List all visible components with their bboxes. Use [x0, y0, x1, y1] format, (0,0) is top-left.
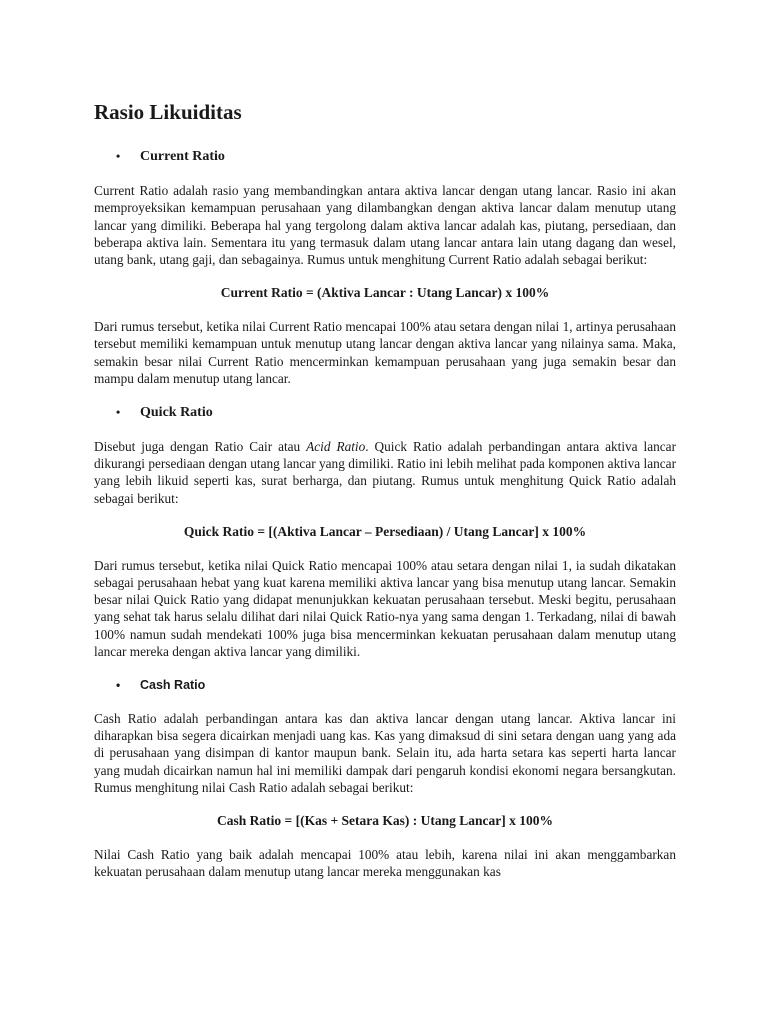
text-run: Disebut juga dengan Ratio Cair atau [94, 439, 307, 455]
text-run: . Quick Ratio adalah perbandingan antara aktiva lancar dikurangi persediaan dengan utang lancar yang dimiliki. Ratio ini lebih melihat pada komponen aktiva lancar yang lebih likuid seperti kas, surat berharga, dan piutang. Rumus untuk menghitung Quick Ratio adalah sebagai berikut: [94, 439, 677, 506]
paragraph-cash-ratio-explanation: Nilai Cash Ratio yang baik adalah mencapai 100% atau lebih, karena nilai ini akan menggambarkan kekuatan perusahaan dalam menutup utang lancar mereka menggunakan kas [94, 847, 676, 880]
section-heading-label: Current Ratio [140, 149, 225, 165]
paragraph-quick-ratio-intro [94, 438, 676, 507]
page-title: Rasio Likuiditas [94, 100, 242, 124]
paragraph-current-ratio-explanation: Dari rumus tersebut, ketika nilai Current Ratio mencapai 100% atau setara dengan nilai 1, artinya perusahaan tersebut memiliki kemampuan untuk menutup utang lancar dengan aktiva lancar yang nilainya sama. Maka, semakin besar nilai Current Ratio mencerminkan kemampuan perusahaan yang juga semakin besar dan mampu dalam menutup utang lancar. [94, 319, 676, 386]
bullet-icon: • [116, 405, 121, 420]
bullet-icon: • [116, 678, 121, 693]
paragraph-current-ratio-intro: Current Ratio adalah rasio yang membandingkan antara aktiva lancar dengan utang lancar. Rasio ini akan memproyeksikan kemampuan perusahaan yang dilambangkan dengan aktiva lancar dalam menutup utang lancar yang dimiliki. Beberapa hal yang tergolong dalam aktiva lancar adalah kas, piutang, persediaan, dan beberapa aktiva lain. Sementara itu yang termasuk dalam utang lancar antara lain utang dagang dan wesel, utang bank, utang gaji, dan sebagainya. Rumus untuk menghitung Current Ratio adalah sebagai berikut: [94, 183, 676, 267]
section-heading-label: Cash Ratio [140, 678, 206, 693]
paragraph-cash-ratio-intro: Cash Ratio adalah perbandingan antara kas dan aktiva lancar dengan utang lancar. Aktiva lancar ini diharapkan bisa segera dicairkan menjadi uang kas. Kas yang dimaksud di sini setara dengan uang yang ada di perusahaan yang disimpan di kantor maupun bank. Selain itu, ada harta setara kas seperti harta lancar yang mudah dicairkan namun hal ini memiliki dampak dari pengaruh kondisi ekonomi negara bersangkutan. Rumus menghitung nilai Cash Ratio adalah sebagai berikut: [94, 711, 676, 795]
formula-quick-ratio: Quick Ratio = [(Aktiva Lancar – Persediaan) / Utang Lancar] x 100% [183, 523, 587, 539]
section-heading-quick-ratio [94, 403, 676, 422]
document-page [94, 100, 676, 896]
section-heading-current-ratio [94, 147, 676, 166]
section-heading-label: Quick Ratio [140, 405, 213, 421]
formula-current-ratio: Current Ratio = (Aktiva Lancar : Utang Lancar) x 100% [220, 285, 550, 301]
bullet-icon: • [116, 149, 121, 164]
italic-term: Acid Ratio [306, 439, 366, 455]
formula-cash-ratio: Cash Ratio = [(Kas + Setara Kas) : Utang Lancar] x 100% [217, 813, 553, 829]
paragraph-quick-ratio-explanation: Dari rumus tersebut, ketika nilai Quick Ratio mencapai 100% atau setara dengan nilai 1, ia sudah dikatakan sebagai perusahaan hebat yang kuat karena memiliki aktiva lancar yang bisa menutup utang lancar. Semakin besar nilai Quick Ratio yang didapat menunjukkan kekuatan perusahaan tersebut. Meski begitu, perusahaan yang sehat tak harus selalu dilihat dari nilai Quick Ratio-nya yang sama dengan 1. Terkadang, nilai di bawah 100% namun sudah mendekati 100% juga bisa mencerminkan kekuatan perusahaan dalam menutup utang lancar mereka dengan aktiva lancar yang dimiliki. [94, 557, 676, 659]
section-heading-cash-ratio [94, 676, 676, 694]
